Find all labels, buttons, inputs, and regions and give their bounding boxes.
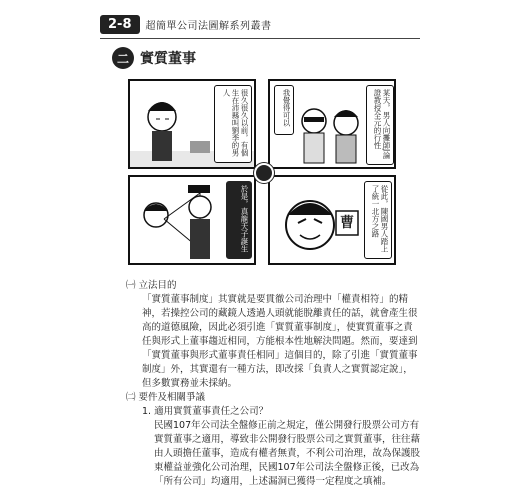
comic-panel-4 xyxy=(268,175,396,265)
comic-center-badge xyxy=(254,163,274,183)
item1-heading: ㈠ 立法目的 xyxy=(126,280,177,291)
body-text xyxy=(126,279,422,489)
item2-heading: ㈡ 要件及相關爭議 xyxy=(126,392,206,403)
page-number: 2-8 xyxy=(100,15,140,34)
item2-sub1-heading: 1. 適用實質董事責任之公司？ xyxy=(142,406,269,417)
comic-caption-4: 從此，陳國男人踏上了統一北方之路 xyxy=(364,181,392,259)
item1-paragraph: 「實質董事制度」其實就是要貫徹公司治理中「權責相符」的精神，若操控公司的藏鏡人透過人頭就能脫離責任的話，就會產生很高的道德風險，因此必須引進「實質董事制度」，使實質董事之責任與形式上董事趨近相同，方能根本性地解決問題。然而，要達到「實質董事與形式董事責任相同」這個目的，除了引進「實質董事制度」外，其實還有一種方法，即改採「負責人之實質認定說」，但多數實務並未採納。 xyxy=(142,294,418,389)
page-header xyxy=(100,12,420,36)
comic-panel-3 xyxy=(128,175,256,265)
comic-panel-1 xyxy=(128,79,256,169)
comic-strip xyxy=(128,79,396,269)
header-rule xyxy=(100,38,420,39)
section-number: 二 xyxy=(112,47,134,69)
item2-sub1-paragraph: 民國107年公司法全盤修正前之規定，僅公開發行股票公司方有實質董事之適用，導致非公開發行股票公司之實質董事，往往藉由人頭擔任董事，造成有權者無責，不利公司治理，故為保護股東權益並強化公司治理，民國107年公司法全盤修正後，已改為「所有公司」均適用，上述漏洞已獲得一定程度之填補。 xyxy=(154,420,421,487)
comic-caption-2b: 某天，男人向攤師J論證教授全元的行性 xyxy=(366,85,394,165)
series-title: 超簡單公司法圖解系列叢書 xyxy=(145,20,272,32)
section-title: 實質董事 xyxy=(140,51,196,67)
section-heading xyxy=(112,47,196,69)
comic-panel-2 xyxy=(268,79,396,169)
comic-caption-3: 於是，真龍天子誕生 xyxy=(226,181,252,259)
comic-banner-sign: 曹 xyxy=(340,215,354,231)
comic-caption-2a: 我覺得可以 xyxy=(274,85,294,135)
comic-caption-1: 很久很久以前，有個生在沛縣叫劉季的男人 xyxy=(214,85,252,163)
